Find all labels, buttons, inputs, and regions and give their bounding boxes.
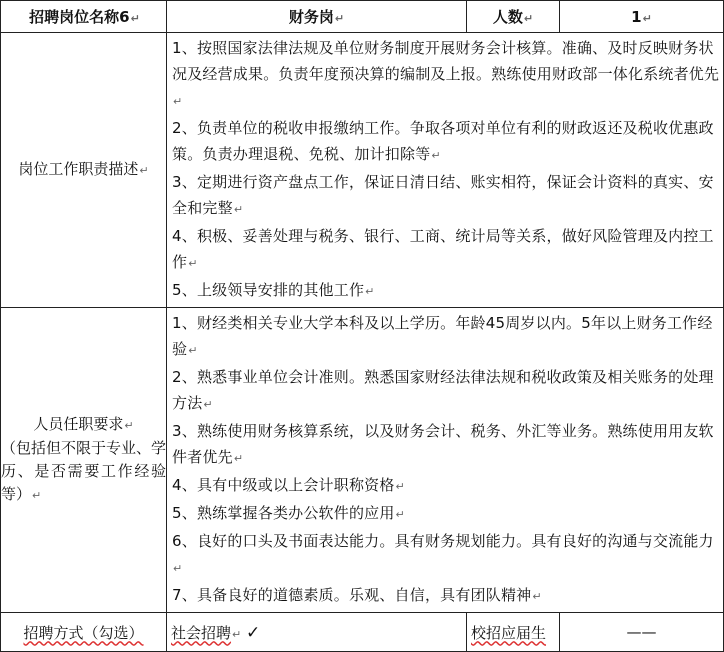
recruit-method-row <box>1 613 724 652</box>
paragraph-mark-icon: ↵ <box>431 149 441 162</box>
requirements-row <box>1 308 724 613</box>
requirements-note: （包括但不限于专业、学历、是否需要工作经验等）↵ <box>1 439 167 503</box>
requirements-label-cell <box>1 308 167 613</box>
paragraph-mark-icon: ↵ <box>532 590 542 603</box>
position-label-cell <box>1 1 167 33</box>
paragraph-mark-icon: ↵ <box>395 508 405 521</box>
duty-item: 3、定期进行资产盘点工作，保证日清日结、账实相符，保证会计资料的真实、安全和完整↵ <box>172 173 714 217</box>
paragraph-mark-icon: ↵ <box>32 489 42 502</box>
requirements-label: 人员任职要求↵ <box>33 415 134 433</box>
paragraph-mark-icon: ↵ <box>130 12 140 25</box>
campus-recruit-label: 校招应届生 <box>471 623 547 642</box>
paragraph-mark-icon: ↵ <box>188 257 198 270</box>
position-value-cell <box>167 1 467 33</box>
requirement-item: 1、财经类相关专业大学本科及以上学历。年龄45周岁以内。5年以上财务工作经验↵ <box>172 314 713 358</box>
paragraph-mark-icon: ↵ <box>188 344 198 357</box>
duty-item: 5、上级领导安排的其他工作↵ <box>172 281 375 299</box>
campus-recruit-value-cell[interactable] <box>560 613 724 652</box>
duty-item: 1、按照国家法律法规及单位财务制度开展财务会计核算。准确、及时反映财务状况及经营成果。负责年度预决算的编制及上报。熟练使用财政部一体化系统者优先↵ <box>172 39 720 108</box>
paragraph-mark-icon: ↵ <box>642 11 652 25</box>
count-value-cell <box>560 1 724 33</box>
duties-content-cell <box>167 33 724 308</box>
requirement-item: 2、熟悉事业单位会计准则。熟悉国家财经法律法规和税收政策及相关账务的处理方法↵ <box>172 368 714 412</box>
position-value: 财务岗 <box>288 8 334 26</box>
campus-recruit-mark: —— <box>626 623 657 641</box>
check-mark-icon: ✓ <box>246 622 261 643</box>
paragraph-mark-icon: ↵ <box>395 480 405 493</box>
position-label: 招聘岗位名称6 <box>29 8 130 26</box>
social-recruit-cell[interactable] <box>167 613 467 652</box>
campus-recruit-label-cell <box>467 613 560 652</box>
requirement-item: 7、具备良好的道德素质。乐观、自信，具有团队精神↵ <box>172 586 542 604</box>
duties-row <box>1 33 724 308</box>
duty-item: 4、积极、妥善处理与税务、银行、工商、统计局等关系，做好风险管理及内控工作↵ <box>172 227 714 271</box>
requirement-item: 5、熟练掌握各类办公软件的应用↵ <box>172 504 405 522</box>
duties-label-cell <box>1 33 167 308</box>
requirements-content-cell <box>167 308 724 613</box>
paragraph-mark-icon: ↵ <box>173 95 183 108</box>
social-recruit-label: 社会招聘 <box>171 623 232 642</box>
paragraph-mark-icon: ↵ <box>365 285 375 298</box>
paragraph-mark-icon: ↵ <box>203 398 213 411</box>
requirement-item: 6、良好的口头及书面表达能力。具有财务规划能力。具有良好的沟通与交流能力↵ <box>172 532 714 575</box>
paragraph-mark-icon: ↵ <box>173 562 183 575</box>
paragraph-mark-icon: ↵ <box>139 164 149 177</box>
count-value: 1 <box>631 7 642 26</box>
count-label-cell <box>467 1 560 33</box>
count-label: 人数 <box>492 8 523 26</box>
duty-item: 2、负责单位的税收申报缴纳工作。争取各项对单位有利的财政返还及税收优惠政策。负责办理退税、免税、加计扣除等↵ <box>172 119 714 163</box>
header-row <box>1 1 724 33</box>
paragraph-mark-icon: ↵ <box>233 203 244 216</box>
requirement-item: 4、具有中级或以上会计职称资格↵ <box>172 476 405 494</box>
paragraph-mark-icon: ↵ <box>233 452 244 465</box>
duties-label: 岗位工作职责描述 <box>18 160 139 178</box>
paragraph-mark-icon: ↵ <box>124 419 134 432</box>
requirement-item: 3、熟练使用财务核算系统，以及财务会计、税务、外汇等业务。熟练使用用友软件者优先↵ <box>172 422 714 466</box>
paragraph-mark-icon: ↵ <box>334 12 345 25</box>
paragraph-mark-icon: ↵ <box>232 627 242 641</box>
recruit-method-label: 招聘方式（勾选） <box>23 623 144 642</box>
recruit-method-label-cell <box>1 613 167 652</box>
paragraph-mark-icon: ↵ <box>523 12 534 25</box>
